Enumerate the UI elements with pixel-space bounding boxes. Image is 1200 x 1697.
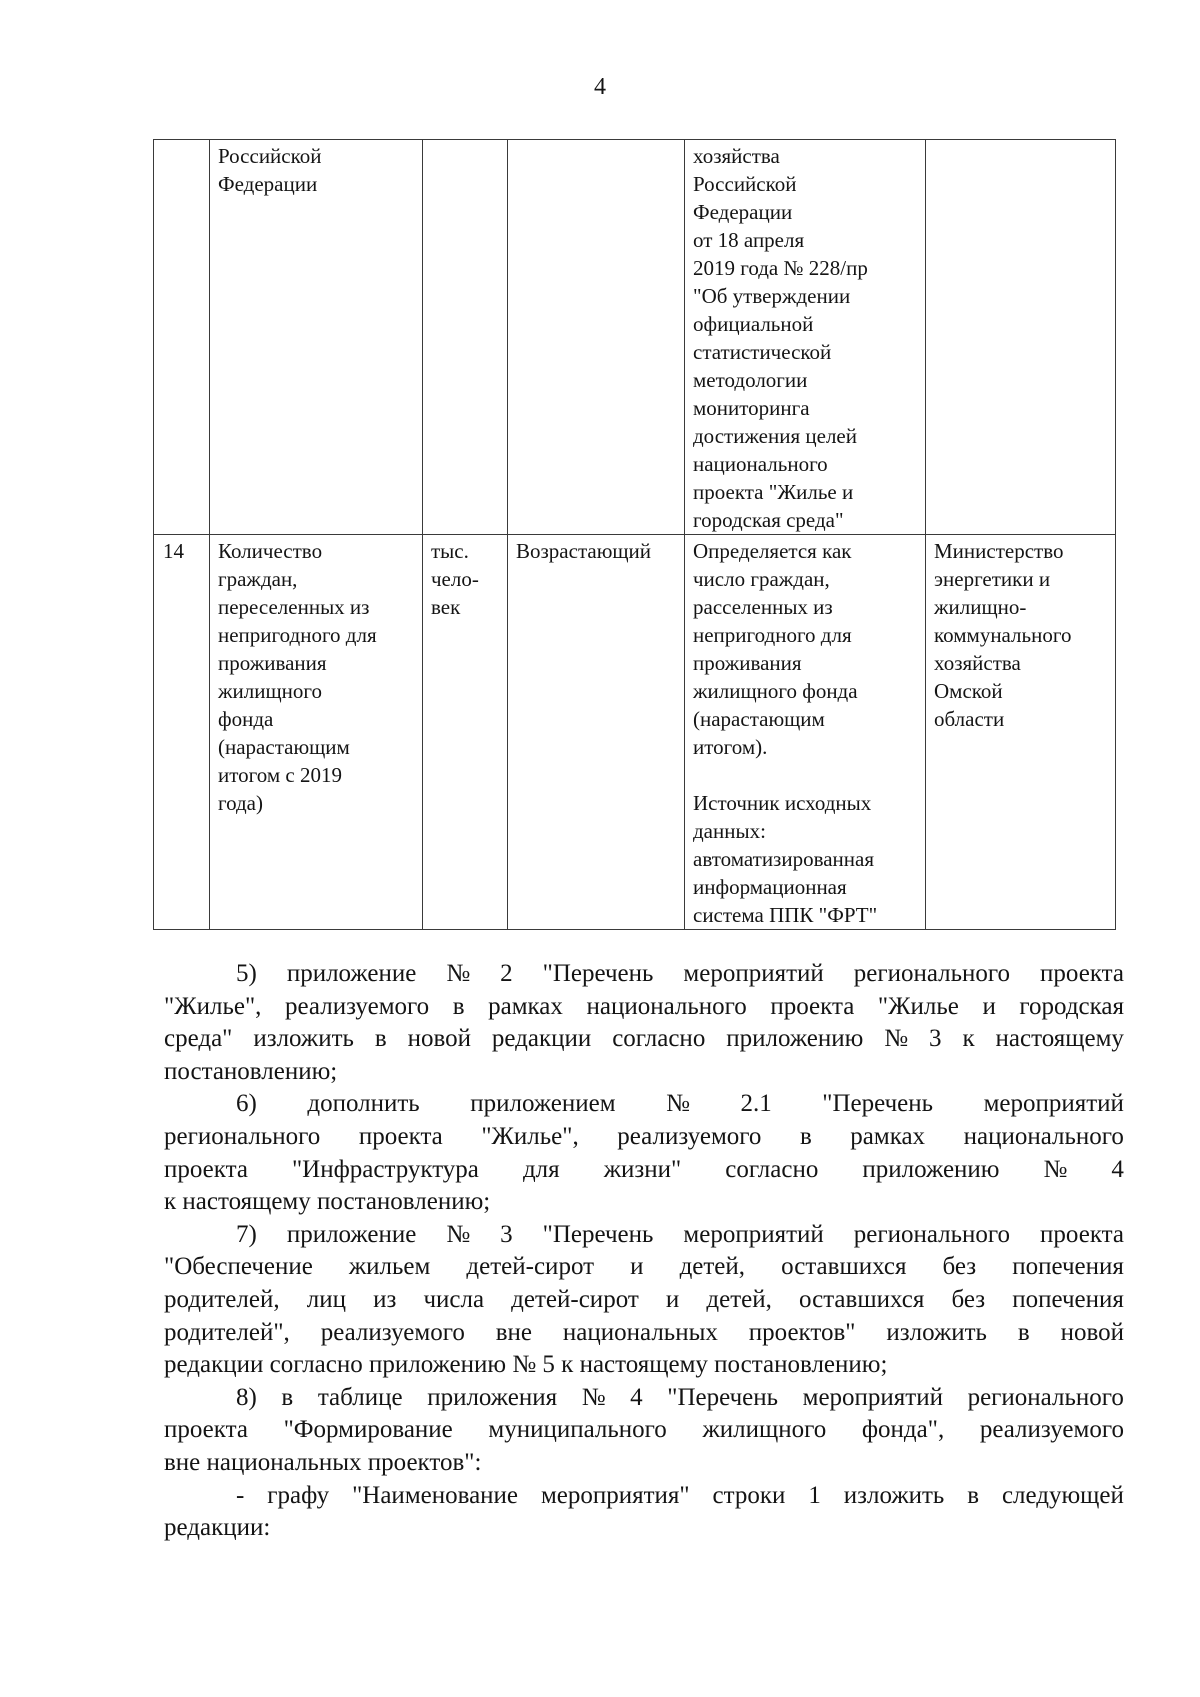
body-text	[164, 958, 1124, 1545]
text-line: к настоящему постановлению;	[164, 1188, 491, 1216]
text-line: среда" изложить в новой редакции согласно приложению № 3 к настоящему	[164, 1025, 1124, 1053]
indicators-table	[153, 139, 1116, 930]
text-line: редакции:	[164, 1514, 271, 1542]
text-line: родителей, лиц из числа детей-сирот и детей, оставшихся без попечения	[164, 1285, 1124, 1313]
text-line: "Обеспечение жильем детей-сирот и детей, оставшихся без попечения	[164, 1253, 1124, 1281]
paragraph-item-7	[164, 1219, 1124, 1382]
text-line: 7) приложение № 3 "Перечень мероприятий регионального проекта	[236, 1220, 1124, 1248]
text-line: редакции согласно приложению № 5 к настоящему постановлению;	[164, 1351, 888, 1379]
text-line: проекта "Формирование муниципального жилищного фонда", реализуемого	[164, 1416, 1124, 1444]
cell-number: 14	[154, 535, 210, 930]
paragraph-item-6	[164, 1088, 1124, 1218]
text-line: "Жилье", реализуемого в рамках национального проекта "Жилье и городская	[164, 992, 1124, 1020]
text-line: родителей", реализуемого вне национальных проектов" изложить в новой	[164, 1318, 1124, 1346]
cell-unit: тыс. чело- век	[423, 535, 508, 930]
paragraph-item-5	[164, 958, 1124, 1088]
text-line: постановлению;	[164, 1057, 338, 1085]
cell-number	[154, 140, 210, 535]
cell-responsible	[926, 140, 1116, 535]
text-line: - графу "Наименование мероприятия" строки 1 изложить в следующей	[236, 1481, 1124, 1509]
cell-method: хозяйства Российской Федерации от 18 апреля 2019 года № 228/пр "Об утверждении официальной статистической методологии мониторинга достижения целей национального проекта "Жилье и городская среда"	[685, 140, 926, 535]
cell-unit	[423, 140, 508, 535]
cell-dynamics	[508, 140, 685, 535]
text-line: проекта "Инфраструктура для жизни" согласно приложению № 4	[164, 1155, 1124, 1183]
text-line: 5) приложение № 2 "Перечень мероприятий регионального проекта	[236, 960, 1124, 987]
cell-method: Определяется как число граждан, расселенных из непригодного для проживания жилищного фонда (нарастающим итогом). Источник исходных данных: автоматизированная информационная система ППК "ФРТ"	[685, 535, 926, 930]
cell-responsible: Министерство энергетики и жилищно- коммунального хозяйства Омской области	[926, 535, 1116, 930]
page-number: 4	[594, 74, 606, 100]
paragraph-item-8	[164, 1382, 1124, 1480]
text-line: 8) в таблице приложения № 4 "Перечень мероприятий регионального	[236, 1383, 1124, 1411]
text-line: вне национальных проектов":	[164, 1448, 482, 1476]
cell-indicator-name: Российской Федерации	[210, 140, 423, 535]
cell-indicator-name: Количество граждан, переселенных из непригодного для проживания жилищного фонда (нарастающим итогом с 2019 года)	[210, 535, 423, 930]
table-row	[154, 140, 1116, 535]
paragraph-item-9	[164, 1480, 1124, 1545]
cell-dynamics: Возрастающий	[508, 535, 685, 930]
text-line: регионального проекта "Жилье", реализуемого в рамках национального	[164, 1122, 1124, 1150]
text-line: 6) дополнить приложением № 2.1 "Перечень мероприятий	[236, 1090, 1124, 1118]
table-row	[154, 535, 1116, 930]
